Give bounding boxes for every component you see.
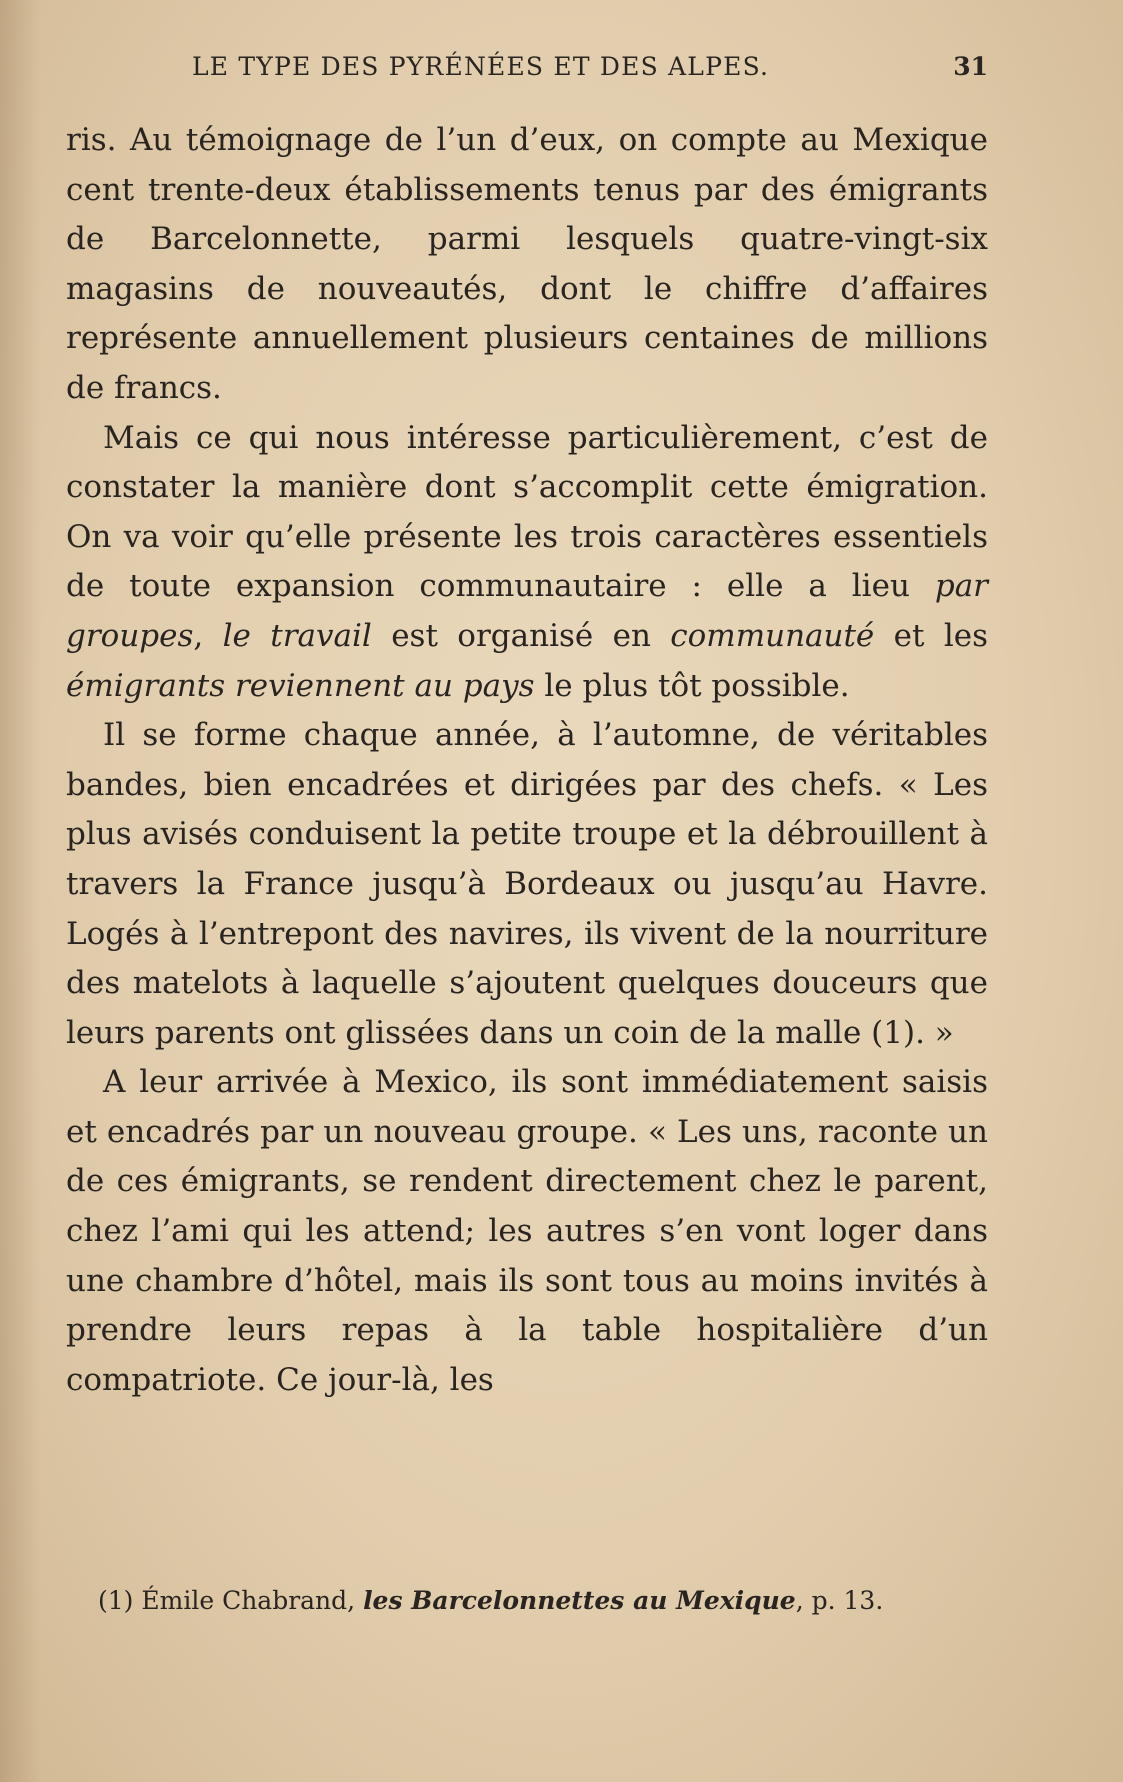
footnote-page-ref: , p. 13. (795, 1586, 884, 1615)
text-segment: , (193, 617, 223, 654)
paragraph (66, 1058, 988, 1405)
text-segment: A leur arrivée à Mexico, ils sont immédiatement saisis et encadrés par un nouveau groupe. « Les uns, raconte un de ces émigrants, se rendent directement chez le parent, chez l’ami qui les attend; les autres s’en vont loger dans une chambre d’hôtel, mais ils sont tous au moins invités à prendre leurs repas à la table hospitalière d’un compatriote. Ce jour-là, les (66, 1064, 988, 1398)
body-text (66, 116, 988, 1405)
running-head (66, 52, 988, 92)
text-segment: est organisé en (371, 617, 671, 654)
footnote-author: Émile Chabrand, (141, 1586, 356, 1615)
footnote (98, 1584, 988, 1618)
text-segment: Mais ce qui nous intéresse particulièrement, c’est de constater la manière dont s’accomplit cette émigration. On va voir qu’elle présente les trois caractères essentiels de toute expansion communautaire : elle a lieu (66, 419, 988, 605)
text-segment: Il se forme chaque année, à l’automne, de véritables bandes, bien encadrées et dirigées par des chefs. « Les plus avisés conduisent la petite troupe et la débrouillent à travers la France jusqu’à Bordeaux ou jusqu’au Havre. Logés à l’entrepont des navires, ils vivent de la nourriture des matelots à laquelle s’ajoutent quelques douceurs que leurs parents ont glissées dans un coin de la malle (1). » (66, 717, 988, 1051)
footnote-marker: (1) (98, 1586, 134, 1615)
text-segment: le plus tôt possible. (534, 667, 850, 704)
paragraph (66, 711, 988, 1058)
page-number: 31 (953, 52, 988, 81)
text-segment: et les (874, 617, 988, 654)
page-edge-shadow (0, 0, 40, 1782)
text-segment: ris. Au témoignage de l’un d’eux, on compte au Mexique cent trente-deux établissements tenus par des émigrants de Barcelonnette, parmi lesquels quatre-vingt-six magasins de nouveautés, dont le chiffre d’affaires représente annuellement plusieurs centaines de millions de francs. (66, 122, 988, 406)
italic-segment: communauté (670, 617, 875, 654)
paragraph (66, 116, 988, 414)
footnote-title: les Barcelonnettes au Mexique (363, 1586, 796, 1615)
running-head-title: LE TYPE DES PYRÉNÉES ET DES ALPES. (192, 52, 770, 81)
italic-segment: le travail (222, 617, 372, 654)
paragraph (66, 414, 988, 712)
italic-segment: émigrants reviennent au pays (66, 667, 535, 704)
italic-segment: par groupes (66, 568, 988, 654)
